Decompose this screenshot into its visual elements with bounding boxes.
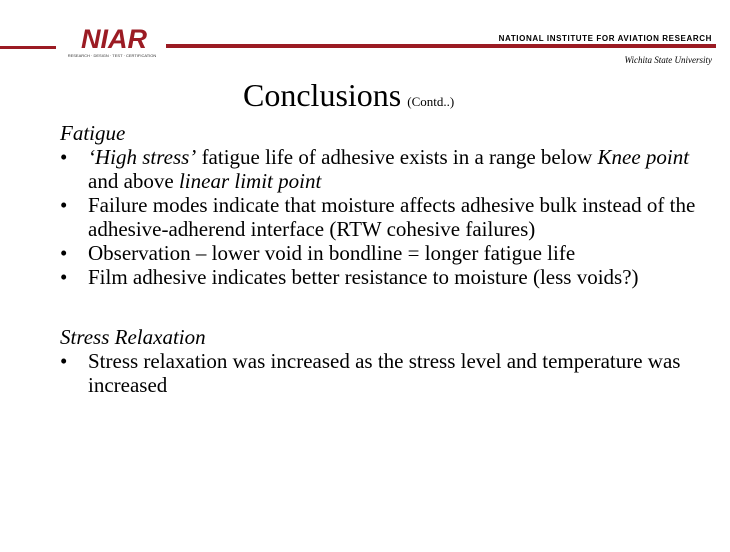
fatigue-bullet-2: • Failure modes indicate that moisture affects adhesive bulk instead of the adhesive-adherend interface (RTW cohesive failures) <box>60 193 720 241</box>
bullet-emphasis: linear limit point <box>178 169 322 193</box>
niar-logo-graphic <box>62 24 166 60</box>
fatigue-bullet-4: • Film adhesive indicates better resistance to moisture (less voids?) <box>60 265 720 289</box>
bullet-text: and above <box>88 169 179 193</box>
section-heading-stress-relaxation: Stress Relaxation <box>60 325 206 349</box>
logo-tagline: RESEARCH · DESIGN · TEST · CERTIFICATION <box>67 53 157 58</box>
bullet-emphasis: ‘High stress’ <box>88 145 197 169</box>
niar-logo <box>62 24 166 60</box>
slide-title <box>243 77 454 114</box>
fatigue-bullet-list <box>60 145 720 289</box>
slide-content <box>60 121 720 397</box>
relaxation-bullet-1: • Stress relaxation was increased as the stress level and temperature was increased <box>60 349 720 397</box>
section-heading-fatigue: Fatigue <box>60 121 126 145</box>
header-rule-left <box>0 46 56 49</box>
fatigue-bullet-1 <box>60 145 720 193</box>
header-rule-right <box>166 44 716 48</box>
bullet-emphasis: Knee point <box>597 145 690 169</box>
university-name: Wichita State University <box>624 55 712 65</box>
institute-name: NATIONAL INSTITUTE FOR AVIATION RESEARCH <box>498 34 712 43</box>
logo-wordmark: NIAR <box>81 24 147 54</box>
section-spacer <box>60 289 720 325</box>
slide-title-suffix: (Contd..) <box>407 94 455 109</box>
bullet-text: fatigue life of adhesive exists in a range below <box>196 145 598 169</box>
fatigue-bullet-3: • Observation – lower void in bondline = longer fatigue life <box>60 241 720 265</box>
relaxation-bullet-list <box>60 349 720 397</box>
slide-title-main: Conclusions <box>243 77 402 113</box>
